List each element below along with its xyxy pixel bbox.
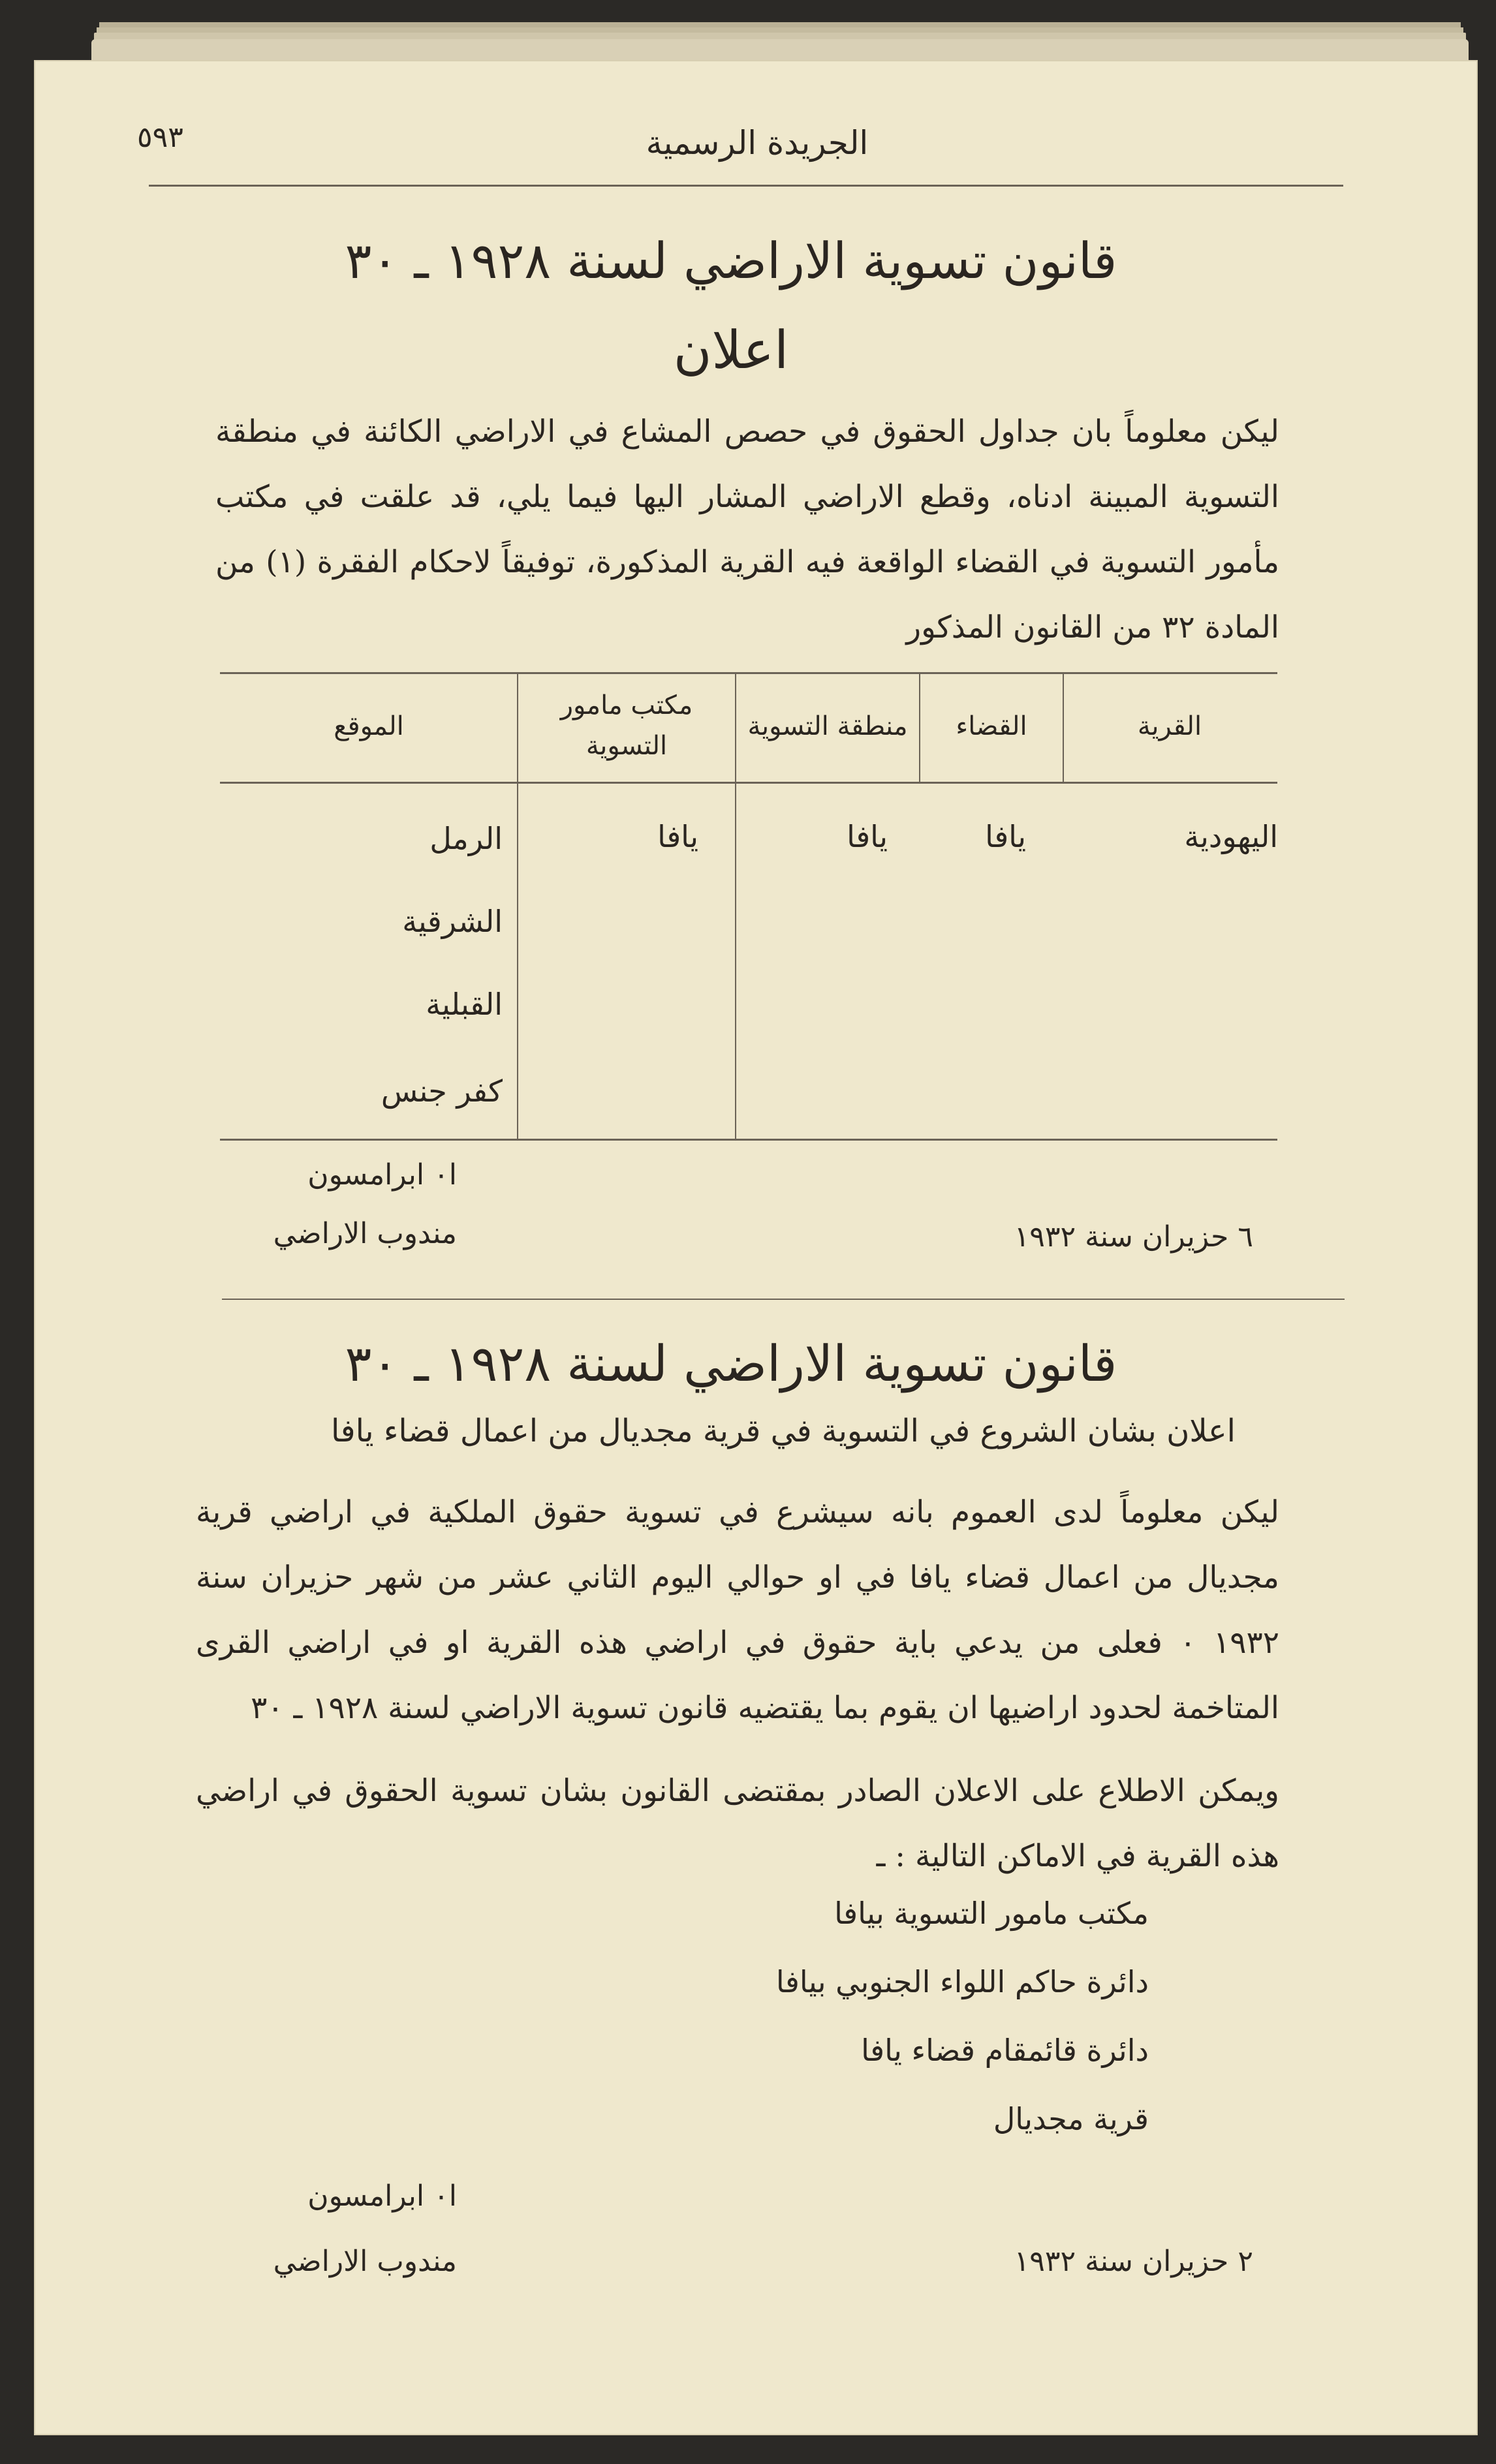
table-header-district: القضاء bbox=[956, 711, 1027, 741]
table-col-divider bbox=[735, 673, 736, 1139]
table-col-divider bbox=[919, 673, 920, 783]
table-col-divider bbox=[517, 673, 518, 1139]
place-item: دائرة قائمقام قضاء يافا bbox=[861, 2033, 1149, 2068]
running-title: الجريدة الرسمية bbox=[646, 124, 869, 162]
notice1-heading: اعلان bbox=[673, 320, 789, 380]
table-header-rule bbox=[220, 782, 1277, 784]
notice2-date: ٢ حزيران سنة ١٩٣٢ bbox=[1014, 2245, 1253, 2278]
notice1-title: قانون تسوية الاراضي لسنة ١٩٢٨ ـ ٣٠ bbox=[345, 232, 1117, 290]
page-number: ٥٩٣ bbox=[137, 121, 183, 154]
table-cell-district: يافا bbox=[985, 819, 1026, 854]
table-cell-location: كفر جنس bbox=[381, 1073, 503, 1109]
place-item: مكتب مامور التسوية بيافا bbox=[834, 1896, 1149, 1931]
notice2-title: قانون تسوية الاراضي لسنة ١٩٢٨ ـ ٣٠ bbox=[345, 1334, 1117, 1393]
table-header-zone: منطقة التسوية bbox=[747, 711, 908, 741]
table-col-divider bbox=[1063, 673, 1064, 783]
table-cell-location: القبلية bbox=[426, 987, 503, 1022]
notice2-subheading: اعلان بشان الشروع في التسوية في قرية مجديال من اعمال قضاء يافا bbox=[331, 1413, 1236, 1449]
section-divider bbox=[222, 1299, 1345, 1300]
table-cell-location: الرمل bbox=[429, 821, 503, 856]
notice2-paragraph2: ويمكن الاطلاع على الاعلان الصادر بمقتضى القانون بشان تسوية الحقوق في اراضي هذه القرية في الاماكن التالية : ـ bbox=[196, 1773, 1279, 1874]
notice2-signer-name: ا٠ ابرامسون bbox=[307, 2179, 457, 2213]
notice1-paragraph: ليكن معلوماً بان جداول الحقوق في حصص المشاع في الاراضي الكائنة في منطقة التسوية المبينة ادناه، وقطع الاراضي المشار اليها فيما يلي، قد علقت في مكتب مأمور التسوية في القضاء الواقعة فيه القرية المذكورة، توفيقاً لاحكام الفقرة (١) من المادة ٣٢ من القانون المذكور bbox=[215, 414, 1279, 645]
notice1-signer-name: ا٠ ابرامسون bbox=[307, 1158, 457, 1192]
table-top-rule bbox=[220, 672, 1277, 674]
table-cell-location: الشرقية bbox=[402, 904, 503, 939]
notice1-date: ٦ حزيران سنة ١٩٣٢ bbox=[1014, 1220, 1253, 1254]
table-header-location: الموقع bbox=[334, 711, 404, 741]
place-item: دائرة حاكم اللواء الجنوبي بيافا bbox=[775, 1964, 1149, 1999]
table-cell-village: اليهودية bbox=[1184, 819, 1278, 854]
table-cell-zone: يافا bbox=[847, 819, 888, 854]
notice2-paragraph1: ليكن معلوماً لدى العموم بانه سيشرع في تسوية حقوق الملكية في اراضي قرية مجديال من اعمال قضاء يافا في او حوالي اليوم الثاني عشر من شهر حزيران سنة ١٩٣٢ ٠ فعلى من يدعي باية حقوق في اراضي هذه القرية او في اراضي القرى المتاخمة لحدود اراضيها ان يقوم بما يقتضيه قانون تسوية الاراضي لسنة ١٩٢٨ ـ ٣٠ bbox=[196, 1494, 1279, 1726]
table-bottom-rule bbox=[220, 1139, 1277, 1141]
table-cell-office: يافا bbox=[657, 819, 698, 854]
place-item: قرية مجديال bbox=[993, 2101, 1149, 2136]
table-header-village: القرية bbox=[1137, 711, 1202, 741]
header-rule bbox=[149, 185, 1343, 187]
notice1-signer-title: مندوب الاراضي bbox=[273, 1217, 457, 1250]
table-header-office: مكتب مامور التسوية bbox=[560, 690, 693, 761]
notice2-signer-title: مندوب الاراضي bbox=[273, 2245, 457, 2278]
